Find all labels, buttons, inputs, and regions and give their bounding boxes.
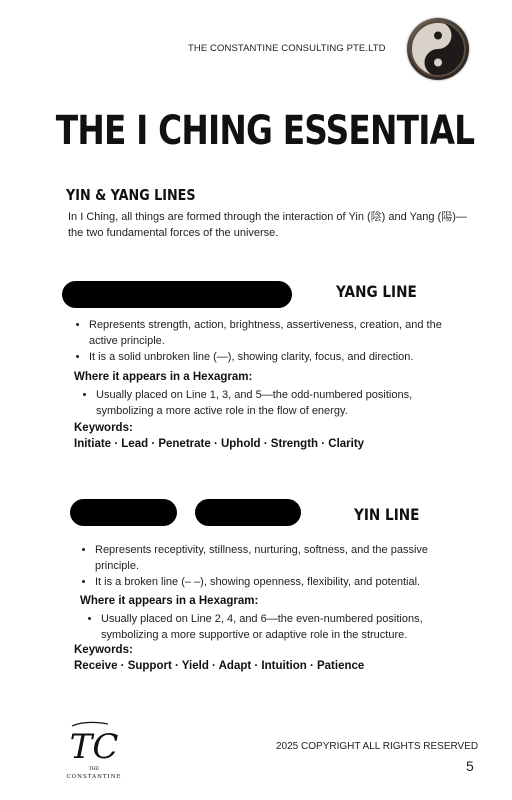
yang-where-heading: Where it appears in a Hexagram: — [74, 371, 253, 383]
page-number: 5 — [466, 758, 474, 774]
yin-bullets — [79, 542, 469, 590]
yin-bullet: • It is a broken line (– –), showing openness, flexibility, and potential. — [95, 574, 469, 590]
section-intro: In I Ching, all things are formed through the interaction of Yin (陰) and Yang (陽)—the two fundamental forces of the universe. — [68, 211, 467, 239]
yang-bullet: • Represents strength, action, brightness, assertiveness, creation, and the active principle. — [89, 317, 463, 349]
constantine-logo — [64, 716, 124, 780]
yang-bullet: • It is a solid unbroken line (—), showing clarity, focus, and direction. — [89, 349, 463, 365]
yin-bullet: • Represents receptivity, stillness, nurturing, softness, and the passive principle. — [95, 542, 469, 574]
yin-keywords: Receive · Support · Yield · Adapt · Intuition · Patience — [74, 660, 365, 672]
yang-line-label: YANG LINE — [336, 282, 417, 301]
yang-keywords: Initiate · Lead · Penetrate · Uphold · Strength · Clarity — [74, 438, 365, 450]
yin-where-bullet: • Usually placed on Line 2, 4, and 6—the even-numbered positions, symbolizing a more supportive or adaptive role in the structure. — [101, 611, 465, 643]
company-name: THE CONSTANTINE CONSULTING PTE.LTD — [188, 43, 386, 54]
yin-where-list — [85, 611, 465, 643]
yin-keywords-heading: Keywords: — [74, 644, 133, 656]
yang-line-bar — [62, 281, 292, 308]
yang-where-bullet: • Usually placed on Line 1, 3, and 5—the odd-numbered positions, symbolizing a more active role in the flow of energy. — [96, 387, 460, 419]
section-heading: YIN & YANG LINES — [66, 186, 196, 204]
yin-line-bar-right — [195, 499, 301, 526]
yang-keywords-heading: Keywords: — [74, 422, 133, 434]
yin-where-heading: Where it appears in a Hexagram: — [80, 595, 259, 607]
yin-yang-icon — [407, 18, 469, 80]
logo-monogram: TC — [69, 727, 119, 767]
yang-where-list — [80, 387, 460, 419]
logo-name-text: CONSTANTINE — [66, 774, 122, 780]
yang-bullets — [73, 317, 463, 365]
yin-line-bar-left — [70, 499, 177, 526]
copyright: 2025 COPYRIGHT ALL RIGHTS RESERVED — [276, 741, 479, 752]
yin-line-label: YIN LINE — [354, 505, 420, 524]
logo-small-text: THE — [88, 767, 100, 772]
page-title: THE I CHING ESSENTIAL — [55, 108, 475, 154]
